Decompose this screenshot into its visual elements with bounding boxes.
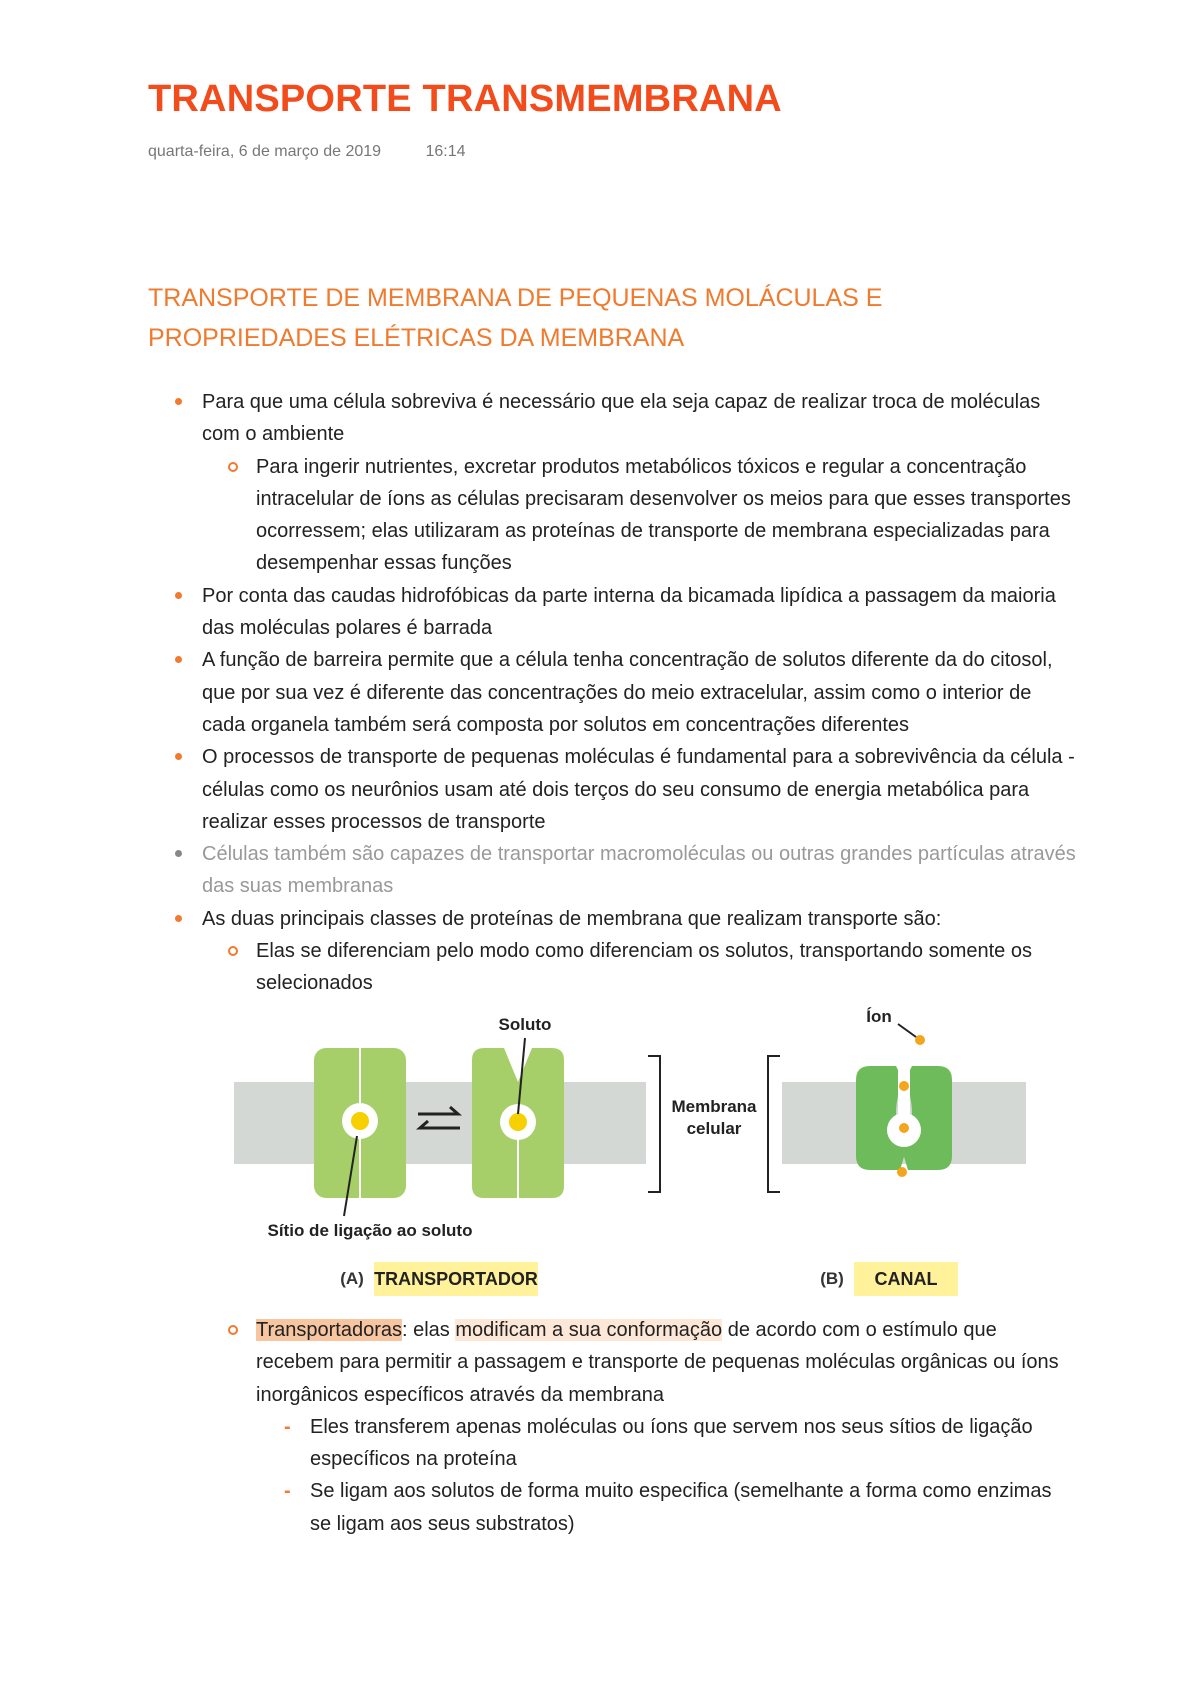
- sub-list-item: [202, 935, 1078, 1314]
- membrana-label: Membrana: [671, 1096, 757, 1116]
- note-content: [148, 386, 1078, 1540]
- dash-item-text: Se ligam aos solutos de forma muito especifica (semelhante a forma como enzimas se ligam aos seus substratos): [310, 1480, 1052, 1535]
- transporter-closed: [314, 1048, 406, 1198]
- bracket-left: [648, 1056, 660, 1192]
- sub-list-item: [202, 451, 1078, 580]
- dash-list: [256, 1411, 1078, 1540]
- sub-list-item: [202, 1314, 1078, 1540]
- list-item: [148, 741, 1078, 838]
- list-item-text: Células também são capazes de transportar macromoléculas ou outras grandes partículas através das suas membranas: [202, 843, 1076, 898]
- ion-dot: [915, 1035, 925, 1045]
- list-item: [148, 838, 1078, 903]
- celular-label: celular: [686, 1118, 742, 1138]
- sub-list-item-text: Elas se diferenciam pelo modo como diferenciam os solutos, transportando somente os selecionados: [256, 940, 1032, 995]
- sub-bullet-list: [202, 451, 1078, 580]
- page-time: 16:14: [425, 143, 466, 160]
- list-item-text: As duas principais classes de proteínas de membrana que realizam transporte são:: [202, 907, 942, 930]
- list-item-text: O processos de transporte de pequenas moléculas é fundamental para a sobrevivência da célula - células como os neurônios usam até dois terços do seu consumo de energia metabólica para realizar esses processos de transporte: [202, 746, 1075, 833]
- page-title: TRANSPORTE TRANSMEMBRANA: [148, 78, 782, 120]
- soluto-label: Soluto: [498, 1014, 552, 1034]
- dash-item: [256, 1475, 1078, 1540]
- sitio-label: Sítio de ligação ao soluto: [267, 1220, 473, 1240]
- ion-label: Íon: [866, 1006, 892, 1026]
- ion-dot: [899, 1123, 909, 1133]
- sub-bullet-list: [202, 935, 1078, 1540]
- transport-diagram: [234, 1004, 1114, 1304]
- list-item: [148, 644, 1078, 741]
- bullet-list: [148, 386, 1078, 1540]
- page-date: quarta-feira, 6 de março de 2019: [148, 143, 382, 160]
- list-item: [148, 580, 1078, 645]
- ion-dot: [899, 1081, 909, 1091]
- list-item: [148, 903, 1078, 1540]
- sub-list-item-text: Para ingerir nutrientes, excretar produtos metabólicos tóxicos e regular a concentração intracelular de íons as células precisaram desenvolver os meios para que esses transportes ocorressem; elas utilizaram as proteínas de transporte de membrana especializadas para desempenhar essas funções: [256, 455, 1071, 575]
- membrane-band-left: [234, 1082, 646, 1164]
- label-b: (B): [820, 1268, 844, 1288]
- list-item-text: Por conta das caudas hidrofóbicas da parte interna da bicamada lipídica a passagem da maioria das moléculas polares é barrada: [202, 584, 1056, 640]
- dash-item-text: Eles transferem apenas moléculas ou íons que servem nos seus sítios de ligação específicos na proteína: [310, 1415, 1033, 1471]
- bracket-right: [768, 1056, 780, 1192]
- section-heading: TRANSPORTE DE MEMBRANA DE PEQUENAS MOLÁCULAS E PROPRIEDADES ELÉTRICAS DA MEMBRANA: [148, 284, 883, 352]
- transporters-term: Transportadoras: [256, 1318, 402, 1341]
- transporters-rest: de acordo com o estímulo que recebem para permitir a passagem e transporte de pequenas moléculas orgânicas ou íons inorgânicos específicos através da membrana: [256, 1318, 1059, 1406]
- dash-item: [256, 1411, 1078, 1476]
- transporters-highlight: modificam a sua conformação: [455, 1318, 723, 1341]
- canal-label: CANAL: [874, 1268, 938, 1289]
- transporter-open: [472, 1048, 564, 1198]
- list-item-text: A função de barreira permite que a célula tenha concentração de solutos diferente da do citosol, que por sua vez é diferente das concentrações do meio extracelular, assim como o interior de cada organela também será composta por solutos em concentrações diferentes: [202, 649, 1053, 736]
- ion-dot: [897, 1167, 907, 1177]
- transporters-colon: : elas: [402, 1318, 456, 1341]
- list-item-text: Para que uma célula sobreviva é necessário que ela seja capaz de realizar troca de moléculas com o ambiente: [202, 391, 1041, 446]
- label-a: (A): [340, 1268, 364, 1288]
- page-meta: [148, 143, 466, 161]
- ion-pointer: [898, 1024, 916, 1037]
- transportador-label: TRANSPORTADOR: [374, 1268, 538, 1289]
- list-item: [148, 386, 1078, 580]
